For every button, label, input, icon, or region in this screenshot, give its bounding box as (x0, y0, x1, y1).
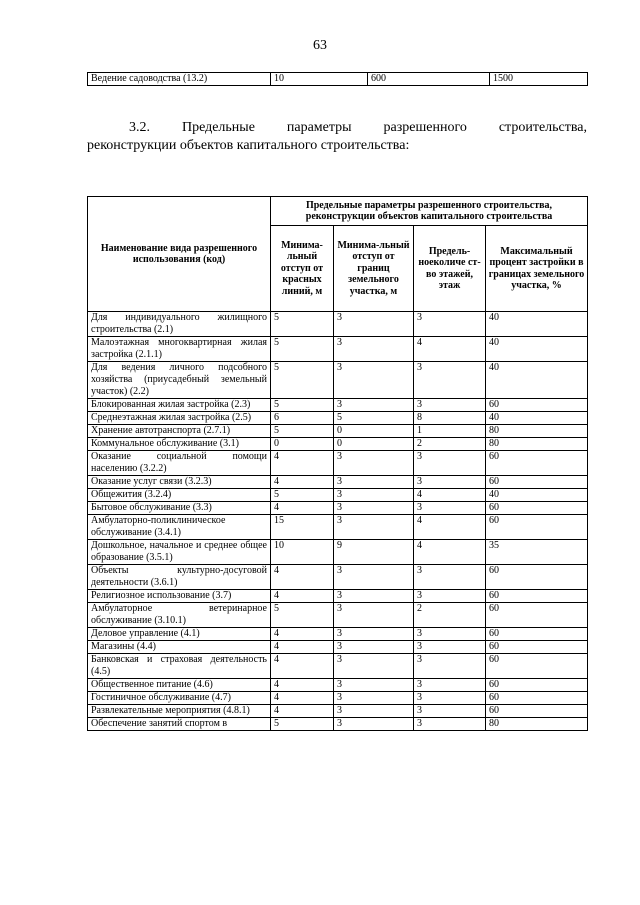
boundary-setback: 3 (334, 692, 414, 705)
coverage-percent: 60 (486, 603, 588, 628)
section-heading (87, 119, 587, 155)
row-name: Деловое управление (4.1) (88, 628, 271, 641)
table-row (88, 312, 588, 337)
floors: 3 (414, 590, 486, 603)
floors: 4 (414, 337, 486, 362)
row-name: Магазины (4.4) (88, 641, 271, 654)
coverage-percent: 35 (486, 540, 588, 565)
group-header: Предельные параметры разрешенного строительства, реконструкции объектов капитального строительства (271, 197, 588, 226)
table-row (88, 438, 588, 451)
table-row (88, 451, 588, 476)
heading-line-2: реконструкции объектов капитального строительства: (87, 138, 410, 153)
row-name: Бытовое обслуживание (3.3) (88, 502, 271, 515)
floors: 4 (414, 489, 486, 502)
heading-word: разрешенного (383, 120, 467, 135)
red-line-setback: 15 (271, 515, 334, 540)
row-name: Среднеэтажная жилая застройка (2.5) (88, 412, 271, 425)
floors: 3 (414, 692, 486, 705)
table-row (88, 337, 588, 362)
row-name: Амбулаторное ветеринарное обслуживание (3.10.1) (88, 603, 271, 628)
column-header-name: Наименование вида разрешенного использования (код) (88, 197, 271, 312)
coverage-percent: 60 (486, 502, 588, 515)
row-name: Религиозное использование (3.7) (88, 590, 271, 603)
top-row-value-1: 10 (271, 73, 368, 86)
red-line-setback: 5 (271, 399, 334, 412)
table-row (88, 515, 588, 540)
row-name: Блокированная жилая застройка (2.3) (88, 399, 271, 412)
red-line-setback: 10 (271, 540, 334, 565)
red-line-setback: 5 (271, 362, 334, 399)
floors: 3 (414, 679, 486, 692)
floors: 1 (414, 425, 486, 438)
row-name: Объекты культурно-досуговой деятельности (3.6.1) (88, 565, 271, 590)
boundary-setback: 3 (334, 362, 414, 399)
floors: 3 (414, 565, 486, 590)
floors: 3 (414, 312, 486, 337)
boundary-setback: 3 (334, 476, 414, 489)
boundary-setback: 5 (334, 412, 414, 425)
floors: 3 (414, 399, 486, 412)
boundary-setback: 3 (334, 502, 414, 515)
coverage-percent: 80 (486, 718, 588, 731)
row-name: Оказание социальной помощи населению (3.2.2) (88, 451, 271, 476)
coverage-percent: 60 (486, 476, 588, 489)
row-name: Обеспечение занятий спортом в (88, 718, 271, 731)
coverage-percent: 40 (486, 337, 588, 362)
boundary-setback: 3 (334, 312, 414, 337)
row-name: Оказание услуг связи (3.2.3) (88, 476, 271, 489)
floors: 3 (414, 362, 486, 399)
red-line-setback: 4 (271, 451, 334, 476)
boundary-setback: 3 (334, 679, 414, 692)
table-row (88, 489, 588, 502)
table-row (88, 654, 588, 679)
coverage-percent: 60 (486, 679, 588, 692)
red-line-setback: 0 (271, 438, 334, 451)
table-row (88, 565, 588, 590)
table-row (88, 502, 588, 515)
row-name: Для индивидуального жилищного строительства (2.1) (88, 312, 271, 337)
coverage-percent: 60 (486, 692, 588, 705)
coverage-percent: 60 (486, 515, 588, 540)
table-row (88, 692, 588, 705)
table-row (88, 476, 588, 489)
column-header-red-lines: Минима-льный отступ от красных линий, м (271, 226, 334, 312)
row-name: Гостиничное обслуживание (4.7) (88, 692, 271, 705)
coverage-percent: 40 (486, 362, 588, 399)
coverage-percent: 60 (486, 451, 588, 476)
coverage-percent: 60 (486, 641, 588, 654)
table-row (88, 628, 588, 641)
coverage-percent: 60 (486, 565, 588, 590)
row-name: Коммунальное обслуживание (3.1) (88, 438, 271, 451)
floors: 4 (414, 540, 486, 565)
table-row (88, 362, 588, 399)
top-row-name: Ведение садоводства (13.2) (88, 73, 271, 86)
coverage-percent: 40 (486, 489, 588, 502)
floors: 3 (414, 654, 486, 679)
boundary-setback: 3 (334, 399, 414, 412)
boundary-setback: 3 (334, 603, 414, 628)
row-name: Общежития (3.2.4) (88, 489, 271, 502)
table-row (88, 540, 588, 565)
table-row (88, 641, 588, 654)
heading-word: строительства, (498, 120, 587, 135)
boundary-setback: 3 (334, 590, 414, 603)
boundary-setback: 3 (334, 489, 414, 502)
red-line-setback: 4 (271, 679, 334, 692)
column-header-coverage: Максимальный процент застройки в границах земельного участка, % (486, 226, 588, 312)
table-row (88, 590, 588, 603)
column-header-floors: Предель-ноеколиче ст-во этажей, этаж (414, 226, 486, 312)
row-name: Малоэтажная многоквартирная жилая застройка (2.1.1) (88, 337, 271, 362)
table-row (88, 705, 588, 718)
red-line-setback: 4 (271, 476, 334, 489)
floors: 3 (414, 476, 486, 489)
boundary-setback: 3 (334, 515, 414, 540)
boundary-setback: 3 (334, 628, 414, 641)
row-name: Для ведения личного подсобного хозяйства (приусадебный земельный участок) (2.2) (88, 362, 271, 399)
floors: 2 (414, 438, 486, 451)
section-number: 3.2. (129, 120, 150, 135)
top-row-value-2: 600 (368, 73, 490, 86)
floors: 3 (414, 718, 486, 731)
floors: 3 (414, 628, 486, 641)
coverage-percent: 60 (486, 590, 588, 603)
column-header-boundaries: Минима-льный отступ от границ земельного участка, м (334, 226, 414, 312)
coverage-percent: 40 (486, 412, 588, 425)
row-name: Общественное питание (4.6) (88, 679, 271, 692)
table-row (88, 425, 588, 438)
heading-word: параметры (286, 120, 352, 135)
row-name: Дошкольное, начальное и среднее общее образование (3.5.1) (88, 540, 271, 565)
table-row (88, 718, 588, 731)
table-row (88, 679, 588, 692)
red-line-setback: 5 (271, 337, 334, 362)
red-line-setback: 5 (271, 603, 334, 628)
floors: 4 (414, 515, 486, 540)
boundary-setback: 3 (334, 718, 414, 731)
red-line-setback: 4 (271, 565, 334, 590)
red-line-setback: 6 (271, 412, 334, 425)
floors: 3 (414, 502, 486, 515)
boundary-setback: 9 (334, 540, 414, 565)
coverage-percent: 60 (486, 705, 588, 718)
red-line-setback: 4 (271, 654, 334, 679)
boundary-setback: 3 (334, 451, 414, 476)
coverage-percent: 40 (486, 312, 588, 337)
row-name: Развлекательные мероприятия (4.8.1) (88, 705, 271, 718)
floors: 3 (414, 641, 486, 654)
red-line-setback: 4 (271, 705, 334, 718)
floors: 2 (414, 603, 486, 628)
row-name: Хранение автотранспорта (2.7.1) (88, 425, 271, 438)
red-line-setback: 5 (271, 718, 334, 731)
boundary-setback: 3 (334, 641, 414, 654)
red-line-setback: 4 (271, 692, 334, 705)
boundary-setback: 3 (334, 705, 414, 718)
parameters-table (87, 196, 588, 731)
boundary-setback: 3 (334, 654, 414, 679)
top-table (87, 72, 588, 86)
floors: 8 (414, 412, 486, 425)
red-line-setback: 4 (271, 641, 334, 654)
page-number: 63 (313, 38, 327, 53)
coverage-percent: 60 (486, 628, 588, 641)
table-row (88, 399, 588, 412)
boundary-setback: 3 (334, 337, 414, 362)
boundary-setback: 0 (334, 425, 414, 438)
red-line-setback: 5 (271, 312, 334, 337)
heading-word: Предельные (181, 120, 255, 135)
top-row-value-3: 1500 (490, 73, 588, 86)
row-name: Банковская и страховая деятельность (4.5) (88, 654, 271, 679)
floors: 3 (414, 451, 486, 476)
red-line-setback: 5 (271, 425, 334, 438)
table-row (88, 73, 588, 86)
coverage-percent: 60 (486, 399, 588, 412)
floors: 3 (414, 705, 486, 718)
table-row (88, 412, 588, 425)
red-line-setback: 4 (271, 502, 334, 515)
coverage-percent: 80 (486, 438, 588, 451)
red-line-setback: 4 (271, 590, 334, 603)
coverage-percent: 80 (486, 425, 588, 438)
coverage-percent: 60 (486, 654, 588, 679)
boundary-setback: 3 (334, 565, 414, 590)
red-line-setback: 4 (271, 628, 334, 641)
red-line-setback: 5 (271, 489, 334, 502)
boundary-setback: 0 (334, 438, 414, 451)
table-row (88, 603, 588, 628)
row-name: Амбулаторно-поликлиническое обслуживание (3.4.1) (88, 515, 271, 540)
